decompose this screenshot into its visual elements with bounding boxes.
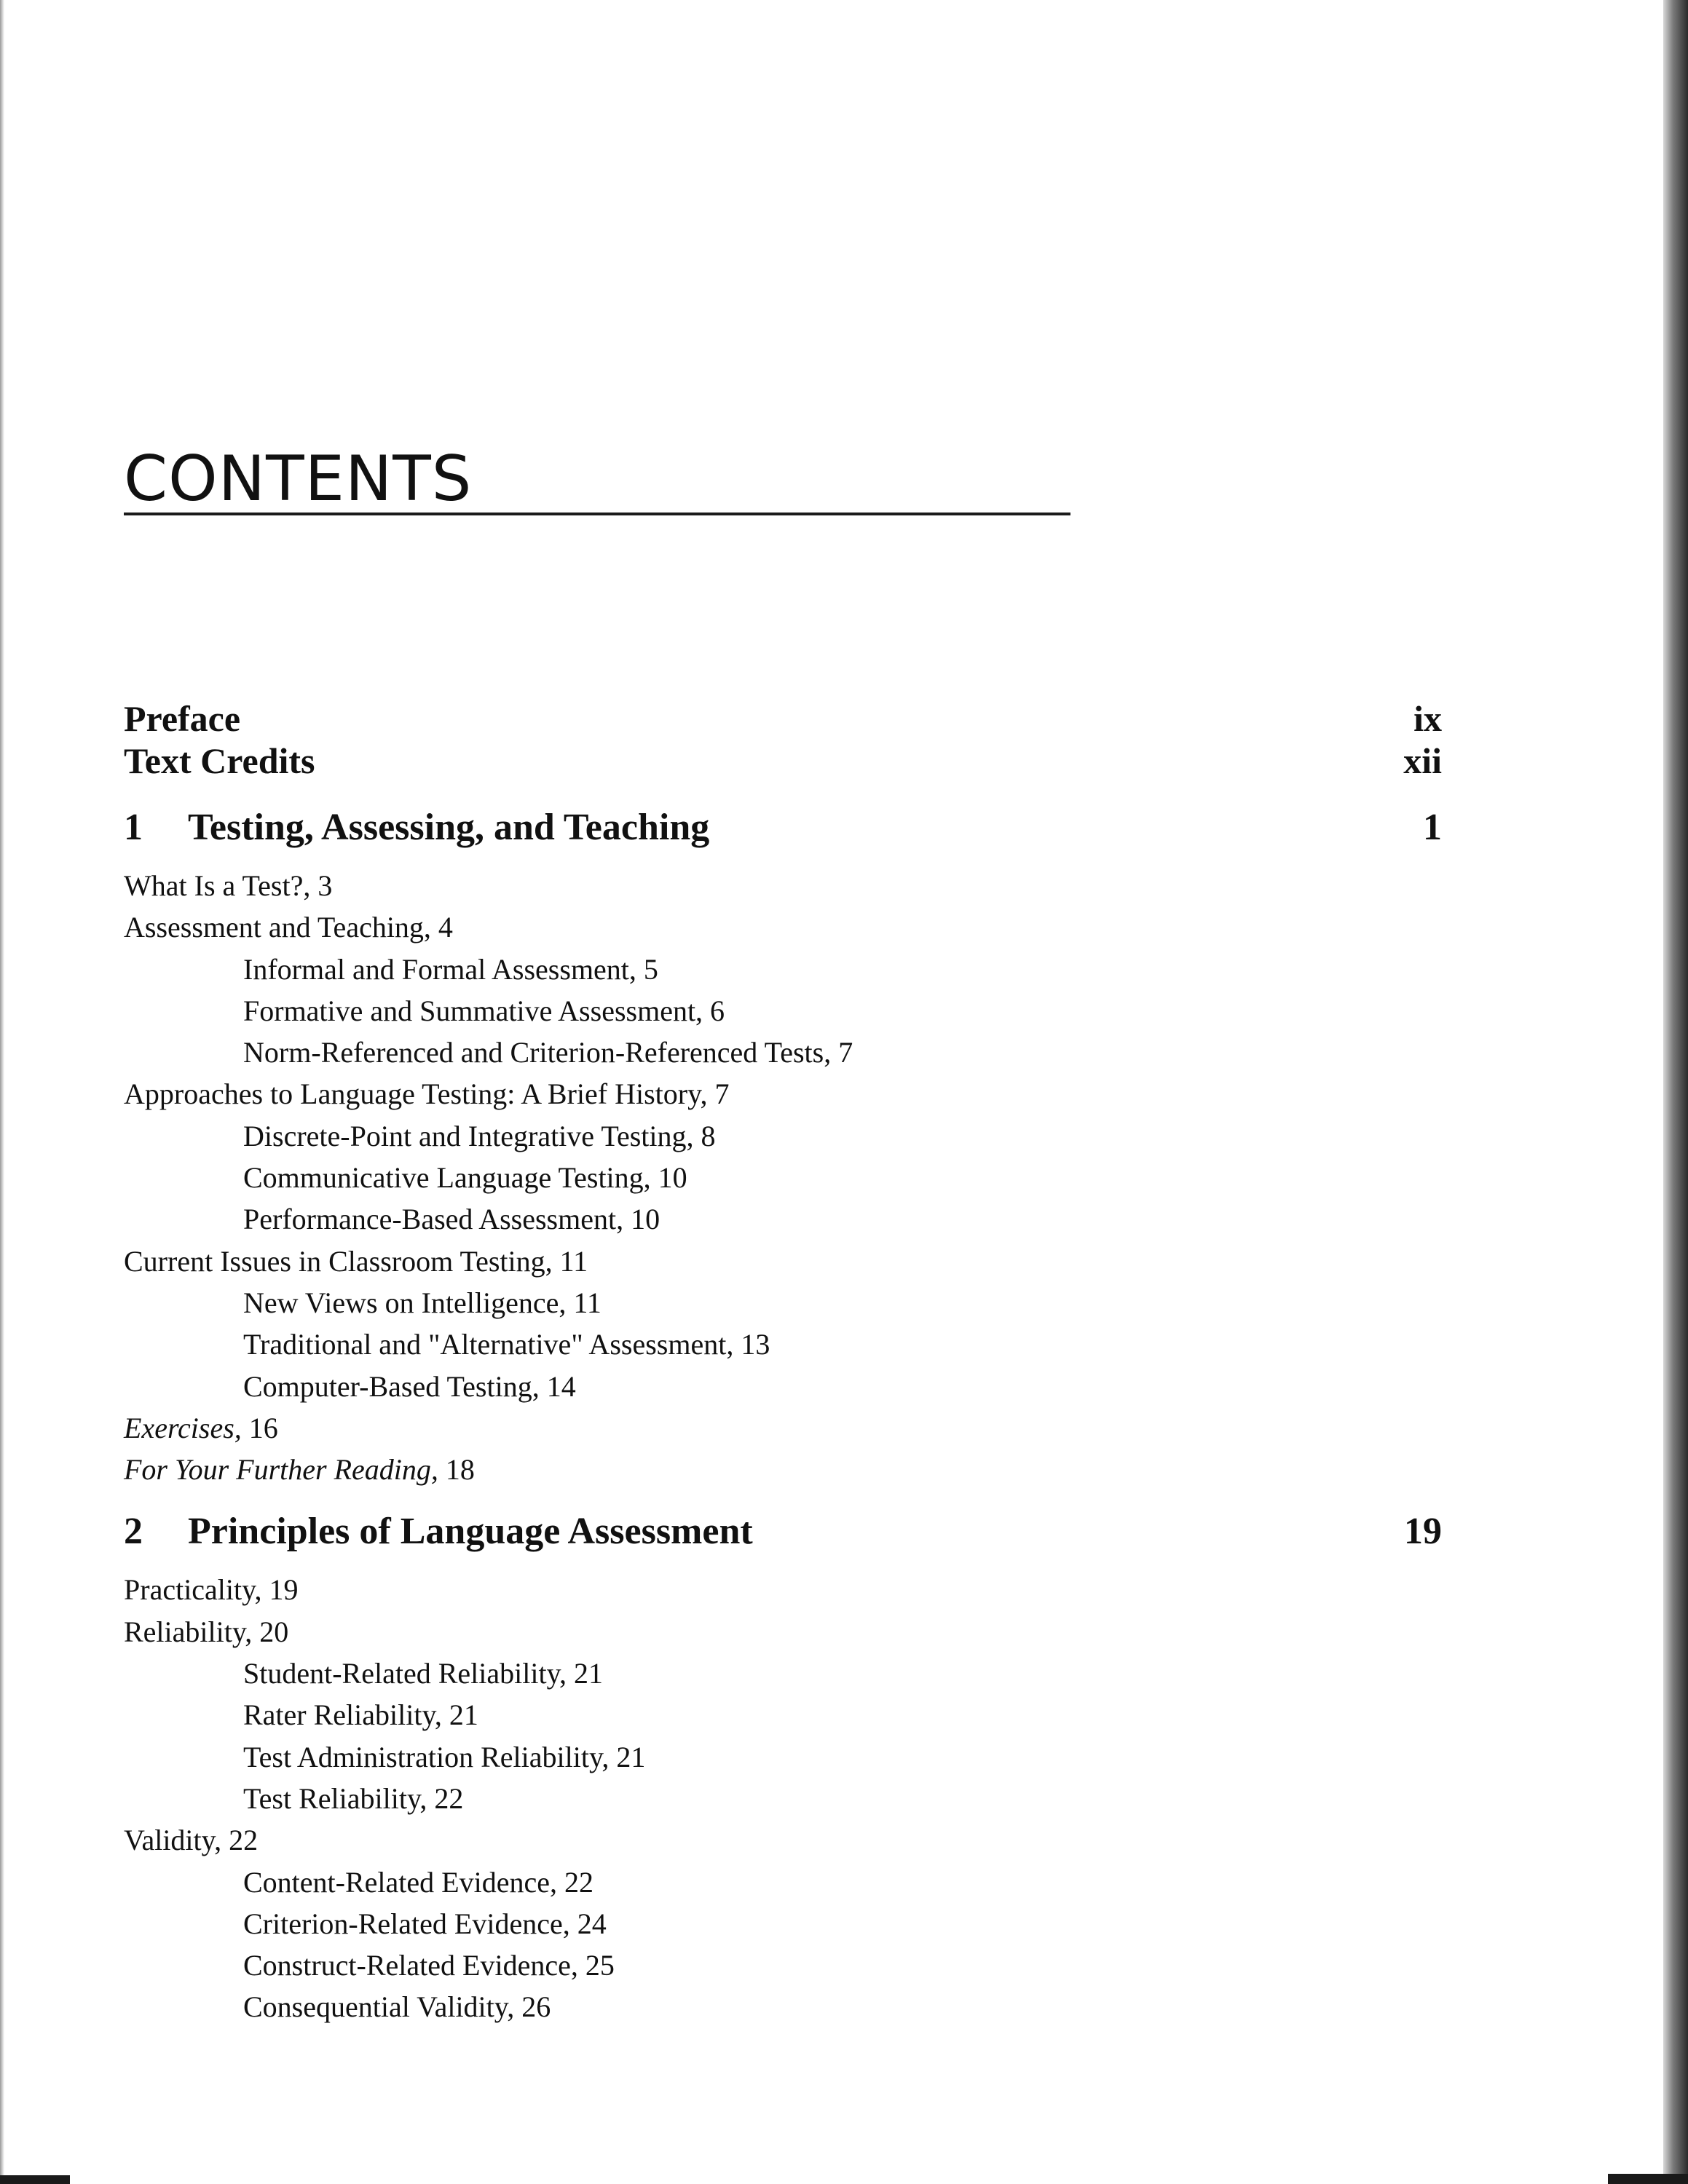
exercises-label: Exercises, — [124, 1411, 242, 1444]
toc-subentry[interactable]: New Views on Intelligence, 11 — [243, 1286, 602, 1319]
chapter-2-title: Principles of Language Assessment — [188, 1511, 753, 1553]
toc-entry[interactable]: Approaches to Language Testing: A Brief History, 7 — [124, 1077, 730, 1111]
exercises-page: 16 — [248, 1411, 278, 1444]
toc-chapter-2[interactable] — [124, 1508, 1442, 1556]
toc-preface-page: ix — [1413, 698, 1442, 739]
toc-entry-exercises[interactable] — [124, 1407, 1442, 1449]
chapter-2-page: 19 — [1404, 1511, 1442, 1553]
scan-corner-mark-right — [1608, 2174, 1688, 2184]
chapter-2-number: 2 — [124, 1511, 143, 1553]
toc-subentry[interactable]: Construct-Related Evidence, 25 — [243, 1949, 615, 1982]
toc-subentry[interactable]: Norm-Referenced and Criterion-Referenced Tests, 7 — [243, 1036, 853, 1069]
toc-preface-title: Preface — [124, 698, 241, 739]
toc-subentry[interactable]: Traditional and "Alternative" Assessment, 13 — [243, 1328, 770, 1361]
toc-entry[interactable]: Reliability, 20 — [124, 1615, 289, 1648]
toc-subentry[interactable]: Student-Related Reliability, 21 — [243, 1657, 603, 1690]
page-edge-left — [0, 0, 4, 2184]
further-reading-label: For Your Further Reading, — [124, 1453, 438, 1487]
toc-subentry[interactable]: Computer-Based Testing, 14 — [243, 1369, 576, 1403]
toc-text-credits-title: Text Credits — [124, 740, 315, 781]
chapter-1-number: 1 — [124, 807, 143, 848]
toc-subentry[interactable]: Test Reliability, 22 — [243, 1781, 464, 1815]
table-of-contents — [124, 697, 1442, 2028]
toc-subentry[interactable]: Test Administration Reliability, 21 — [243, 1740, 646, 1773]
toc-subentry[interactable]: Informal and Formal Assessment, 5 — [243, 952, 658, 986]
toc-subentry[interactable]: Content-Related Evidence, 22 — [243, 1865, 593, 1899]
toc-subentry[interactable]: Discrete-Point and Integrative Testing, 8 — [243, 1119, 716, 1152]
toc-subentry[interactable]: Rater Reliability, 21 — [243, 1698, 478, 1732]
chapter-1-title: Testing, Assessing, and Teaching — [188, 807, 710, 848]
toc-entry[interactable]: Validity, 22 — [124, 1824, 259, 1857]
toc-subentry[interactable]: Consequential Validity, 26 — [243, 1990, 551, 2024]
toc-chapter-1[interactable] — [124, 804, 1442, 852]
toc-subentry[interactable]: Criterion-Related Evidence, 24 — [243, 1907, 607, 1940]
toc-entry[interactable]: What Is a Test?, 3 — [124, 869, 333, 902]
toc-preface[interactable] — [124, 697, 1442, 740]
toc-entry[interactable]: Practicality, 19 — [124, 1573, 299, 1607]
toc-entry-further-reading[interactable] — [124, 1449, 1442, 1490]
scan-corner-mark-left — [0, 2175, 70, 2184]
toc-entry[interactable]: Assessment and Teaching, 4 — [124, 911, 453, 944]
contents-heading — [124, 443, 1070, 515]
further-reading-page: 18 — [445, 1453, 475, 1487]
toc-subentry[interactable]: Communicative Language Testing, 10 — [243, 1161, 687, 1195]
toc-text-credits-page: xii — [1403, 740, 1442, 781]
chapter-1-page: 1 — [1423, 807, 1442, 848]
toc-entry[interactable]: Current Issues in Classroom Testing, 11 — [124, 1244, 588, 1278]
toc-subentry[interactable]: Performance-Based Assessment, 10 — [243, 1203, 660, 1236]
toc-subentry[interactable]: Formative and Summative Assessment, 6 — [243, 994, 725, 1027]
page-edge-right — [1663, 0, 1688, 2184]
contents-heading-text: CONTENTS — [124, 443, 473, 515]
toc-text-credits[interactable] — [124, 740, 1442, 782]
